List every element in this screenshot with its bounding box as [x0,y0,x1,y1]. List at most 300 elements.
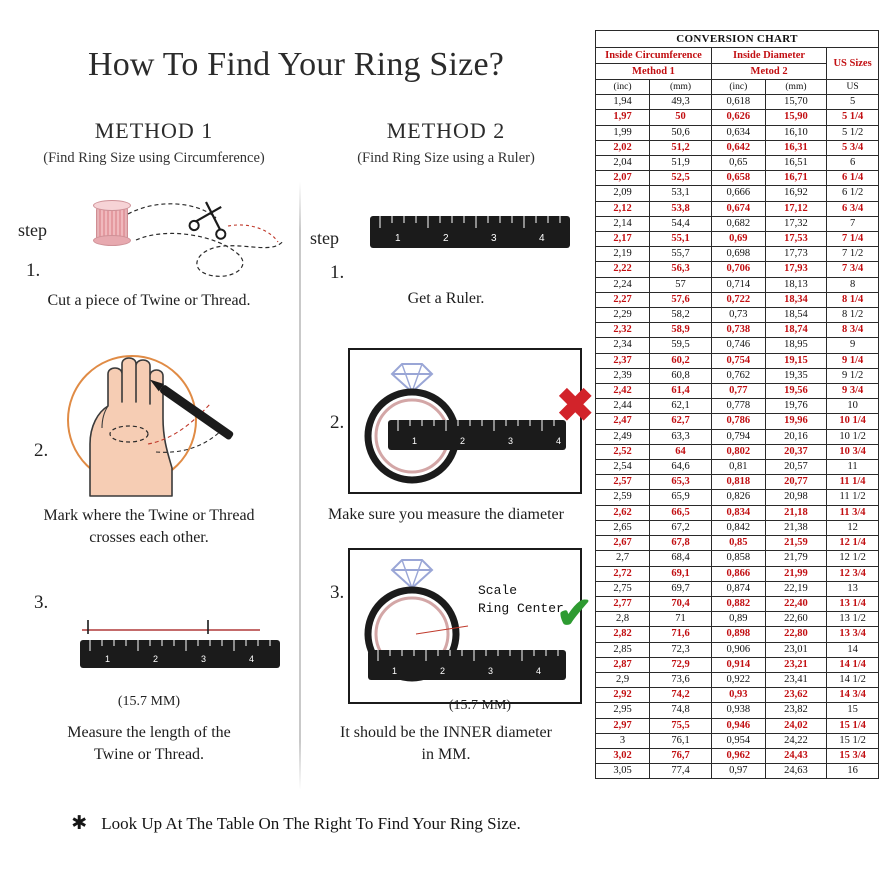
table-row [596,581,879,596]
group-header-diameter [711,48,826,64]
table-cell: 2,52 [596,444,650,459]
table-cell: 9 [827,338,879,353]
table-cell: 0,794 [711,429,765,444]
table-cell: 2,29 [596,308,650,323]
method-1-step-3-caption-line2: Twine or Thread. [93,746,205,763]
table-cell: 0,826 [711,490,765,505]
table-cell: 72,3 [650,642,712,657]
table-cell: 0,882 [711,596,765,611]
table-row [596,672,879,687]
table-row [596,627,879,642]
table-cell: 61,4 [650,384,712,399]
method-2-step-3-caption-line1: It should be the INNER diameter [340,724,552,741]
scale-label-line1: Scale [478,583,518,598]
table-cell: 2,22 [596,262,650,277]
table-cell: 57,6 [650,292,712,307]
table-cell: 0,738 [711,323,765,338]
table-cell: 0,818 [711,475,765,490]
table-cell: 15,90 [765,110,826,125]
table-cell: 63,3 [650,429,712,444]
table-row [596,338,879,353]
unit-header-2: (inc) [711,80,765,95]
table-cell: 5 1/4 [827,110,879,125]
table-cell: 71 [650,612,712,627]
table-cell: 7 1/4 [827,232,879,247]
table-cell: 0,658 [711,171,765,186]
table-row [596,216,879,231]
table-cell: 23,41 [765,672,826,687]
table-head [596,31,879,95]
table-cell: 0,858 [711,551,765,566]
table-cell: 75,5 [650,718,712,733]
table-cell: 50 [650,110,712,125]
table-cell: 0,802 [711,444,765,459]
svg-text:4: 4 [249,654,255,664]
table-cell: 5 3/4 [827,140,879,155]
method-1-step-2-number: 2. [34,440,49,461]
table-cell: 2,54 [596,460,650,475]
table-cell: 2,32 [596,323,650,338]
table-cell: 56,3 [650,262,712,277]
table-cell: 8 1/2 [827,308,879,323]
table-cell: 2,14 [596,216,650,231]
hand-measure-illustration [60,348,290,498]
table-cell: 21,18 [765,505,826,520]
svg-text:2: 2 [443,233,449,244]
conversion-chart-title: CONVERSION CHART [596,31,879,48]
table-cell: 0,778 [711,399,765,414]
table-cell: 22,80 [765,627,826,642]
group-subheader-method2: Metod 2 [711,64,826,80]
table-cell: 24,43 [765,748,826,763]
table-cell: 9 1/4 [827,353,879,368]
table-cell: 8 1/4 [827,292,879,307]
table-cell: 19,35 [765,368,826,383]
table-cell: 20,98 [765,490,826,505]
table-cell: 10 1/2 [827,429,879,444]
table-cell: 12 1/4 [827,536,879,551]
table-cell: 67,2 [650,520,712,535]
table-cell: 23,62 [765,688,826,703]
table-cell: 17,12 [765,201,826,216]
table-cell: 2,8 [596,612,650,627]
svg-text:1: 1 [105,654,111,664]
table-cell: 2,49 [596,429,650,444]
column-divider [299,182,301,790]
table-cell: 50,6 [650,125,712,140]
table-cell: 2,34 [596,338,650,353]
svg-text:1: 1 [392,666,398,676]
table-cell: 21,79 [765,551,826,566]
table-cell: 11 1/2 [827,490,879,505]
table-row [596,612,879,627]
table-cell: 77,4 [650,764,712,779]
table-row [596,308,879,323]
table-cell: 60,2 [650,353,712,368]
ring-diameter-correct-illustration [350,550,576,698]
table-cell: 12 1/2 [827,551,879,566]
table-row [596,429,879,444]
table-cell: 3 [596,733,650,748]
svg-text:4: 4 [539,233,545,244]
table-cell: 0,65 [711,156,765,171]
table-row [596,642,879,657]
ring-diameter-wrong-illustration [350,350,576,488]
table-row [596,353,879,368]
table-group-header-row [596,48,879,64]
table-cell: 0,922 [711,672,765,687]
method-2-step-3-number: 3. [330,582,345,603]
table-cell: 0,746 [711,338,765,353]
table-row [596,703,879,718]
table-cell: 7 [827,216,879,231]
table-cell: 17,93 [765,262,826,277]
table-cell: 0,77 [711,384,765,399]
group-subheader-method1: Method 1 [596,64,712,80]
table-cell: 2,65 [596,520,650,535]
table-cell: 2,85 [596,642,650,657]
table-cell: 0,786 [711,414,765,429]
table-row [596,688,879,703]
table-row [596,764,879,779]
table-row [596,566,879,581]
unit-header-4: US [827,80,879,95]
table-row [596,733,879,748]
table-cell: 0,706 [711,262,765,277]
table-cell: 15 1/4 [827,718,879,733]
wrong-cross-icon: ✖ [556,379,595,431]
table-cell: 22,60 [765,612,826,627]
table-row [596,368,879,383]
table-cell: 0,866 [711,566,765,581]
table-cell: 58,9 [650,323,712,338]
table-cell: 10 3/4 [827,444,879,459]
method-2-step-2-number: 2. [330,412,345,433]
method-2-heading: METHOD 2 [386,118,506,143]
table-cell: 11 [827,460,879,475]
table-cell: 24,22 [765,733,826,748]
table-cell: 0,842 [711,520,765,535]
method-2-step-word: step [310,228,339,248]
table-cell: 0,714 [711,277,765,292]
table-unit-header-row [596,80,879,95]
table-cell: 0,682 [711,216,765,231]
table-cell: 18,13 [765,277,826,292]
table-cell: 19,96 [765,414,826,429]
table-body [596,95,879,779]
table-row [596,657,879,672]
table-cell: 8 3/4 [827,323,879,338]
table-cell: 2,47 [596,414,650,429]
table-cell: 49,3 [650,95,712,110]
table-cell: 21,59 [765,536,826,551]
table-cell: 51,2 [650,140,712,155]
table-cell: 2,04 [596,156,650,171]
table-cell: 72,9 [650,657,712,672]
table-cell: 2,62 [596,505,650,520]
table-cell: 0,834 [711,505,765,520]
table-cell: 20,77 [765,475,826,490]
method-1-step-3-caption-line1: Measure the length of the [67,724,231,741]
table-row [596,156,879,171]
table-cell: 53,8 [650,201,712,216]
svg-text:2: 2 [440,666,446,676]
svg-text:1: 1 [412,436,418,446]
table-row [596,277,879,292]
method-1-heading: METHOD 1 [94,118,214,143]
table-cell: 2,67 [596,536,650,551]
table-cell: 2,27 [596,292,650,307]
table-cell: 0,698 [711,247,765,262]
method-1-step-3-number: 3. [34,592,49,613]
svg-text:2: 2 [153,654,159,664]
table-cell: 16,31 [765,140,826,155]
table-row [596,399,879,414]
table-cell: 2,59 [596,490,650,505]
table-row [596,292,879,307]
table-cell: 24,63 [765,764,826,779]
table-cell: 5 [827,95,879,110]
group-header-diameter-line1: Inside Diameter [733,50,806,61]
table-cell: 2,57 [596,475,650,490]
table-cell: 23,82 [765,703,826,718]
table-cell: 16,51 [765,156,826,171]
table-cell: 57 [650,277,712,292]
table-cell: 13 3/4 [827,627,879,642]
footnote [0,812,592,835]
table-cell: 23,01 [765,642,826,657]
table-cell: 55,7 [650,247,712,262]
conversion-table [595,30,879,779]
table-cell: 0,81 [711,460,765,475]
table-cell: 0,642 [711,140,765,155]
table-cell: 70,4 [650,596,712,611]
table-cell: 0,954 [711,733,765,748]
table-cell: 0,634 [711,125,765,140]
table-row [596,748,879,763]
unit-header-0: (inc) [596,80,650,95]
table-cell: 15 3/4 [827,748,879,763]
table-row [596,384,879,399]
method-1-step-word: step [18,220,47,240]
table-cell: 22,40 [765,596,826,611]
method-1-measure-label: (15.7 MM) [117,694,181,709]
group-header-circumference-line1: Inside Circumference [605,50,702,61]
table-cell: 14 1/2 [827,672,879,687]
table-cell: 2,92 [596,688,650,703]
table-cell: 54,4 [650,216,712,231]
table-cell: 0,914 [711,657,765,672]
table-cell: 0,89 [711,612,765,627]
table-cell: 59,5 [650,338,712,353]
table-cell: 2,75 [596,581,650,596]
table-cell: 2,39 [596,368,650,383]
table-cell: 62,7 [650,414,712,429]
table-cell: 2,77 [596,596,650,611]
table-cell: 2,97 [596,718,650,733]
table-cell: 73,6 [650,672,712,687]
table-row [596,232,879,247]
table-cell: 76,7 [650,748,712,763]
table-cell: 1,97 [596,110,650,125]
table-cell: 20,16 [765,429,826,444]
table-cell: 20,57 [765,460,826,475]
table-cell: 69,7 [650,581,712,596]
correct-check-icon: ✔ [556,589,593,638]
table-cell: 23,21 [765,657,826,672]
table-cell: 0,69 [711,232,765,247]
svg-text:3: 3 [201,654,207,664]
table-cell: 18,95 [765,338,826,353]
svg-text:3: 3 [491,233,497,244]
method-1-subheading: (Find Ring Size using Circumference) [43,150,265,166]
table-row [596,140,879,155]
table-cell: 67,8 [650,536,712,551]
table-cell: 2,42 [596,384,650,399]
method-1-step-1-number: 1. [26,260,41,281]
method-2-step-1-caption: Get a Ruler. [407,290,485,307]
method-2-step-3-caption-line2: in MM. [421,746,471,763]
table-cell: 0,946 [711,718,765,733]
table-cell: 6 3/4 [827,201,879,216]
table-row [596,475,879,490]
thread-path-illustration [78,196,298,286]
table-cell: 2,82 [596,627,650,642]
table-cell: 0,85 [711,536,765,551]
table-row [596,505,879,520]
table-cell: 18,34 [765,292,826,307]
table-cell: 19,76 [765,399,826,414]
table-cell: 62,1 [650,399,712,414]
table-cell: 8 [827,277,879,292]
footnote-text: Look Up At The Table On The Right To Find Your Ring Size. [101,814,521,833]
table-cell: 0,938 [711,703,765,718]
svg-text:4: 4 [556,436,562,446]
method-1-step-2-caption-line1: Mark where the Twine or Thread [43,507,255,524]
method-2-step-2-caption: Make sure you measure the diameter [328,506,564,523]
table-cell: 0,93 [711,688,765,703]
table-cell: 0,874 [711,581,765,596]
svg-text:3: 3 [508,436,514,446]
table-cell: 24,02 [765,718,826,733]
table-cell: 2,37 [596,353,650,368]
table-cell: 20,37 [765,444,826,459]
group-header-circumference [596,48,712,64]
table-row [596,718,879,733]
table-row [596,323,879,338]
table-cell: 2,87 [596,657,650,672]
table-cell: 2,07 [596,171,650,186]
table-cell: 2,95 [596,703,650,718]
table-cell: 11 1/4 [827,475,879,490]
table-cell: 16,71 [765,171,826,186]
table-row [596,186,879,201]
table-cell: 0,722 [711,292,765,307]
method-2-subheading: (Find Ring Size using a Ruler) [357,150,535,166]
table-cell: 53,1 [650,186,712,201]
svg-text:4: 4 [536,666,542,676]
table-cell: 21,38 [765,520,826,535]
table-cell: 0,674 [711,201,765,216]
table-cell: 68,4 [650,551,712,566]
table-cell: 7 1/2 [827,247,879,262]
table-cell: 51,9 [650,156,712,171]
measured-thread-illustration [80,612,280,638]
table-cell: 15 [827,703,879,718]
table-cell: 6 1/4 [827,171,879,186]
table-cell: 7 3/4 [827,262,879,277]
table-cell: 2,72 [596,566,650,581]
table-cell: 10 1/4 [827,414,879,429]
svg-text:2: 2 [460,436,466,446]
table-cell: 14 3/4 [827,688,879,703]
method-2-step-3-frame [348,548,582,704]
table-cell: 13 1/4 [827,596,879,611]
method-2-measure-label: (15.7 MM) [448,698,512,713]
table-cell: 74,8 [650,703,712,718]
table-row [596,444,879,459]
table-cell: 14 1/4 [827,657,879,672]
table-cell: 12 [827,520,879,535]
table-cell: 0,762 [711,368,765,383]
table-row [596,110,879,125]
table-cell: 2,19 [596,247,650,262]
table-cell: 6 1/2 [827,186,879,201]
table-cell: 65,3 [650,475,712,490]
table-cell: 55,1 [650,232,712,247]
table-cell: 66,5 [650,505,712,520]
table-cell: 13 [827,581,879,596]
table-row [596,95,879,110]
table-cell: 3,02 [596,748,650,763]
table-cell: 16,10 [765,125,826,140]
method-2-step-1-number: 1. [330,262,345,283]
table-cell: 76,1 [650,733,712,748]
table-cell: 21,99 [765,566,826,581]
table-cell: 3,05 [596,764,650,779]
table-cell: 19,56 [765,384,826,399]
table-cell: 17,73 [765,247,826,262]
table-cell: 0,666 [711,186,765,201]
table-cell: 0,898 [711,627,765,642]
scale-label-line2: Ring Center [478,601,564,616]
table-cell: 9 1/2 [827,368,879,383]
table-cell: 14 [827,642,879,657]
table-cell: 0,97 [711,764,765,779]
group-header-us-sizes: US Sizes [827,48,879,80]
table-row [596,247,879,262]
table-cell: 16,92 [765,186,826,201]
method-2-column [300,118,592,167]
table-cell: 64 [650,444,712,459]
table-cell: 15,70 [765,95,826,110]
table-cell: 17,53 [765,232,826,247]
svg-text:3: 3 [488,666,494,676]
table-row [596,125,879,140]
conversion-chart [595,30,879,779]
table-cell: 0,73 [711,308,765,323]
table-cell: 2,09 [596,186,650,201]
table-cell: 64,6 [650,460,712,475]
page-title: How To Find Your Ring Size? [87,46,505,83]
table-cell: 0,906 [711,642,765,657]
table-cell: 1,94 [596,95,650,110]
asterisk-icon: ✱ [71,813,88,834]
table-cell: 10 [827,399,879,414]
method-2-step-2-frame [348,348,582,494]
table-cell: 12 3/4 [827,566,879,581]
table-cell: 6 [827,156,879,171]
